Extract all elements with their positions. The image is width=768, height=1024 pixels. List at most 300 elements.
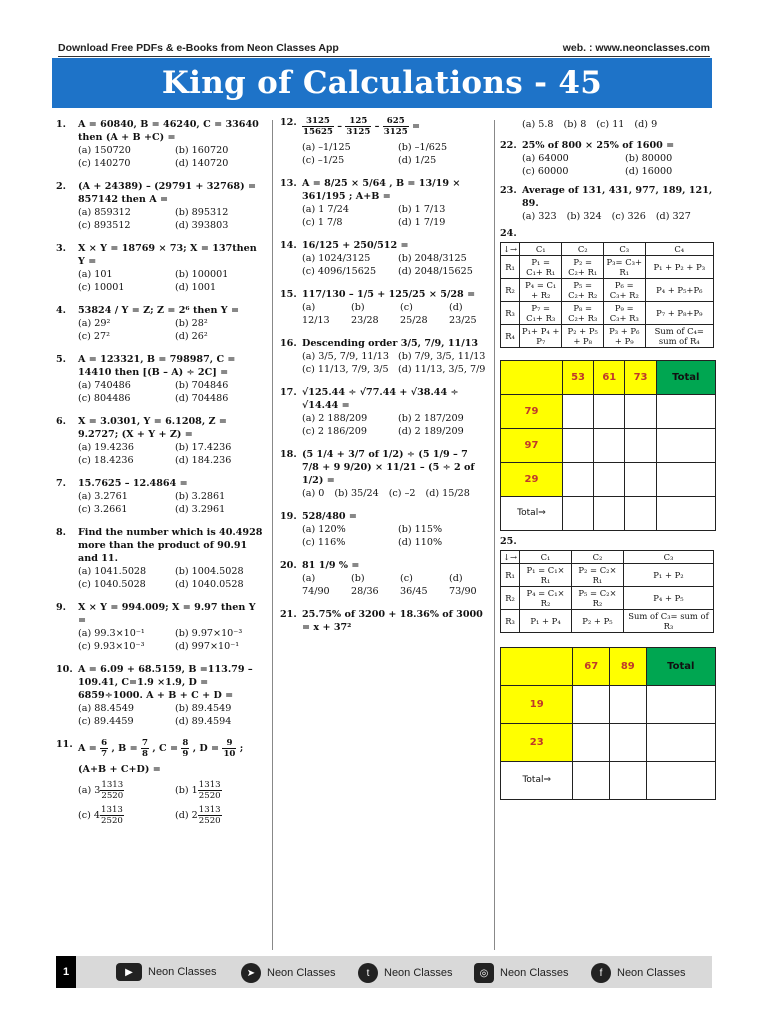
option: (d) 16000 [625, 166, 673, 177]
option: (c) –1/25 [302, 155, 345, 166]
question-number: 1. [56, 119, 67, 130]
options [78, 206, 266, 232]
grid-cell: R₃ [501, 610, 520, 633]
options [78, 490, 266, 516]
twitter-link[interactable]: t Neon Classes [358, 963, 452, 983]
numerator: 6 [101, 738, 108, 748]
option: (a) 1041.5028 [78, 566, 147, 577]
top-header [58, 40, 710, 56]
denominator: 9 [182, 749, 189, 759]
answer-cell [562, 463, 593, 497]
instagram-link[interactable]: ◎ Neon Classes [474, 963, 568, 983]
option: (d) 9 [634, 119, 658, 130]
answer-cell [656, 429, 715, 463]
options [78, 441, 266, 467]
grid-cell: R₄ [501, 325, 520, 348]
option: (c) 2 186/209 [302, 426, 367, 437]
answer-cell [625, 497, 656, 531]
option: (b) 89.4549 [175, 703, 232, 714]
question-21-options [500, 118, 722, 131]
grid-cell: ↓→ [501, 551, 520, 564]
option: (a) 120% [302, 524, 346, 535]
question-number: 6. [56, 416, 67, 427]
option: (b) 28² [175, 318, 208, 329]
option: (a) 3/5, 7/9, 11/13 [302, 351, 389, 362]
question-text: (A + 24389) – (29791 + 32768) = 857142 then A = [78, 181, 257, 205]
answer-cell [625, 395, 656, 429]
option: (a) 323 [522, 211, 557, 222]
denominator: 2520 [101, 791, 124, 801]
option: (a) –1/125 [302, 142, 351, 153]
option: (d) 2 189/209 [398, 426, 464, 437]
answer-row [501, 686, 716, 724]
question-2 [56, 180, 266, 232]
option [175, 805, 266, 826]
question-22: 22. 25% of 800 × 25% of 1600 = (a) 64000 (b) 80000 (c) 60000 (d) 16000 [500, 139, 722, 178]
total-label: Total⇒ [501, 497, 563, 531]
question-11 [56, 738, 266, 826]
option: (a) 64000 [522, 153, 569, 164]
grid-cell: C₃ [603, 243, 645, 256]
fraction [222, 738, 236, 759]
twitter-icon: t [358, 963, 378, 983]
option: (a) 1 7/24 [302, 204, 349, 215]
options [78, 379, 266, 405]
grid-row [501, 279, 714, 302]
row-value: 97 [501, 429, 563, 463]
option: (c) 1 7/8 [302, 217, 343, 228]
telegram-icon: ➤ [241, 963, 261, 983]
website-link[interactable]: web. : www.neonclasses.com [562, 42, 710, 54]
option: (d) 997×10⁻¹ [175, 641, 240, 652]
grid-cell: P₁ + P₂ + P₃ [645, 256, 713, 279]
fraction [141, 738, 149, 759]
column-3 [500, 118, 722, 810]
numerator: 8 [182, 738, 189, 748]
question-number: 4. [56, 305, 67, 316]
question-text: (A+B + C+D) = [78, 764, 161, 775]
column-value: 67 [573, 648, 610, 686]
question-number: 8. [56, 527, 67, 538]
option: (b) 7/9, 3/5, 11/13 [398, 351, 486, 362]
fraction [181, 738, 189, 759]
question-7 [56, 477, 266, 516]
grid-cell: R₃ [501, 302, 520, 325]
grid-cell: P₇ = C₁+ R₃ [520, 302, 562, 325]
answer-grid-24 [500, 360, 716, 531]
answer-cell [610, 762, 647, 800]
youtube-link[interactable]: ▶ Neon Classes [116, 963, 216, 981]
answer-cell [656, 395, 715, 429]
grid-cell: C₁ [520, 551, 572, 564]
grid-cell: P₃ + P₆ + P₉ [603, 325, 645, 348]
corner-cell [501, 361, 563, 395]
option: (c) –2 [388, 488, 416, 499]
option: (d) 23/25 [449, 302, 477, 326]
grid-cell: R₂ [501, 279, 520, 302]
question-9 [56, 601, 266, 653]
options [78, 317, 266, 343]
answer-cell [656, 463, 715, 497]
grid-cell: C₄ [645, 243, 713, 256]
answer-cell [573, 686, 610, 724]
option: (d) 110% [398, 537, 443, 548]
grid-cell: P₅ = C₂× R₂ [571, 587, 623, 610]
option: (d) 3.2961 [175, 504, 226, 515]
option: (a) 2 188/209 [302, 413, 368, 424]
option: (b) 160720 [175, 145, 229, 156]
option: (c) 60000 [522, 166, 569, 177]
answer-row [501, 724, 716, 762]
option: (b) 704846 [175, 380, 229, 391]
option: (b) 28/36 [351, 573, 379, 597]
grid-cell: P₁ = C₁× R₁ [520, 564, 572, 587]
fraction [100, 780, 124, 801]
option: (d) 1001 [175, 282, 217, 293]
grid-cell: P₆ = C₃+ R₂ [603, 279, 645, 302]
grid-row [501, 551, 714, 564]
question-text: Find the number which is 40.4928 more than the product of 90.91 and 11. [78, 527, 263, 564]
column-divider [272, 120, 273, 950]
option: (c) 36/45 [400, 573, 428, 597]
instagram-icon: ◎ [474, 963, 494, 983]
question-text: A = 60840, B = 46240, C = 33640 then (A + B +C) = [78, 119, 259, 143]
option-label: (b) 1 [175, 785, 198, 796]
question-4 [56, 304, 266, 343]
option: (d) 2048/15625 [398, 266, 473, 277]
total-label: Total⇒ [501, 762, 573, 800]
grid-row [501, 610, 714, 633]
options [78, 627, 266, 653]
option: (d) 11/13, 3/5, 7/9 [398, 364, 486, 375]
option: (c) 11 [596, 119, 625, 130]
grid-cell: C₁ [520, 243, 562, 256]
option: (d) 15/28 [425, 488, 470, 499]
question-3 [56, 242, 266, 294]
page-title: King of Calculations - 45 [52, 58, 712, 108]
option: (d) 704486 [175, 393, 229, 404]
question-21: 21. 25.75% of 3200 + 18.36% of 3000 = x + 37² [280, 609, 483, 633]
option: (c) 89.4459 [78, 716, 134, 727]
grid-cell: P₁ = C₁+ R₁ [520, 256, 562, 279]
grid-cell: Sum of C₃= sum of R₃ [623, 610, 713, 633]
grid-cell: C₂ [571, 551, 623, 564]
options [78, 702, 266, 728]
option: (c) 10001 [78, 282, 125, 293]
answer-cell [646, 762, 715, 800]
option: (a) 29² [78, 318, 111, 329]
footer-bar [56, 956, 712, 988]
grid-cell: P₁ + P₂ [623, 564, 713, 587]
denominator: 10 [223, 749, 236, 759]
label: , C = [152, 743, 179, 754]
option: (b) 895312 [175, 207, 229, 218]
question-text: 15.7625 – 12.4864 = [78, 478, 188, 489]
grid-cell: R₁ [501, 256, 520, 279]
option: (c) 3.2661 [78, 504, 128, 515]
grid-cell: P₂ = C₂+ R₁ [562, 256, 604, 279]
numerator: 9 [222, 738, 236, 749]
option: (d) 26² [175, 331, 208, 342]
page-number: 1 [56, 956, 76, 988]
header-row [501, 361, 716, 395]
grid-cell: P₁ + P₄ [520, 610, 572, 633]
question-number: 3. [56, 243, 67, 254]
label: , D = [192, 743, 220, 754]
total-header: Total [656, 361, 715, 395]
option-label: (c) 4 [78, 810, 101, 821]
download-notice: Download Free PDFs & e-Books from Neon Classes App [58, 42, 339, 54]
question-text [78, 738, 266, 759]
question-text: X = 3.0301, Y = 6.1208, Z = 9.2727; (X + Y + Z) = [78, 416, 227, 440]
question-number: 2. [56, 181, 67, 192]
option: (c) 140270 [78, 158, 131, 169]
youtube-icon: ▶ [116, 963, 142, 981]
option-label: (d) 2 [175, 810, 198, 821]
option: (b) 8 [563, 119, 587, 130]
option: (c) 326 [611, 211, 646, 222]
grid-cell: P₄ = C₁ + R₂ [520, 279, 562, 302]
fraction [100, 738, 108, 759]
option: (b) 324 [566, 211, 602, 222]
grid-cell: C₃ [623, 551, 713, 564]
answer-cell [625, 463, 656, 497]
option: (c) 9.93×10⁻³ [78, 641, 145, 652]
column-divider [494, 120, 495, 950]
formula-grid-25 [500, 550, 714, 633]
grid-cell: R₁ [501, 564, 520, 587]
option [78, 805, 169, 826]
column-value: 73 [625, 361, 656, 395]
question-6 [56, 415, 266, 467]
question-19: 19. 528/480 = (a) 120% (b) 115% (c) 116% (d) 110% [280, 510, 488, 549]
answer-cell [594, 395, 625, 429]
option [175, 780, 266, 801]
grid-cell: P₂ = C₂× R₁ [571, 564, 623, 587]
option: (b) 17.4236 [175, 442, 232, 453]
option: (a) 150720 [78, 145, 131, 156]
grid-cell: P₂ + P₅ [571, 610, 623, 633]
answer-row [501, 463, 716, 497]
header-divider [58, 56, 710, 57]
question-5 [56, 353, 266, 405]
question-number: 7. [56, 478, 67, 489]
grid-cell: P₁+ P₄ + P₇ [520, 325, 562, 348]
fraction [100, 805, 124, 826]
question-number: 11. [56, 739, 73, 750]
option: (c) 11/13, 7/9, 3/5 [302, 364, 389, 375]
option: (d) 89.4594 [175, 716, 232, 727]
option: (a) 1024/3125 [302, 253, 371, 264]
option [78, 780, 169, 801]
question-1 [56, 118, 266, 170]
question-text: A = 123321, B = 798987, C = 14410 then [(B – A) ÷ 2C] = [78, 354, 236, 378]
answer-cell [656, 497, 715, 531]
question-24: 24. ↓→ C₁ C₂ C₃ C₄ R₁ P₁ = C₁+ R₁ P₂ = C₂+ R₁ P₃= C₃+ R₁ P₁ + P₂ + P₃ R₂ P₄ = C₁ + R₂ P₅ = C₂+ R₂ P₆ = C₃+ R₂ P₄ + P₅+P₆ R₃ P₇ = C₁+ R₃ P₈ = C₂+ R₃ P₉ = C₃+ R₃ P₇ + P₈+P₉ R₄ P₁+ P₄ + P₇ P₂ + P₅ + P₈ P₃ + P₆ + P₉ Sum of C₄= sum of R₄ 53 61 73 Total 79 97 29 Total⇒ [500, 227, 722, 531]
option: (a) 5.8 [522, 119, 554, 130]
option: (a) 740486 [78, 380, 131, 391]
punct: ; [239, 743, 244, 754]
option: (b) 2 187/209 [398, 413, 464, 424]
option: (b) 3.2861 [175, 491, 226, 502]
option: (a) 19.4236 [78, 442, 134, 453]
grid-cell: P₉ = C₃+ R₃ [603, 302, 645, 325]
question-15: 15. 117/130 – 1/5 + 125/25 × 5/28 = (a) 12/13 (b) 23/28 (c) 25/28 (d) 23/25 [280, 288, 488, 327]
option: (d) 327 [655, 211, 691, 222]
answer-row [501, 395, 716, 429]
option: (c) 27² [78, 331, 110, 342]
options [78, 144, 266, 170]
options [78, 565, 266, 591]
grid-row [501, 587, 714, 610]
answer-grid-25 [500, 647, 716, 800]
option: (a) 3.2761 [78, 491, 128, 502]
row-value: 19 [501, 686, 573, 724]
row-value: 23 [501, 724, 573, 762]
grid-cell: P₇ + P₈+P₉ [645, 302, 713, 325]
numerator: 1313 [198, 805, 221, 815]
option: (b) 80000 [625, 153, 673, 164]
header-row [501, 648, 716, 686]
option: (b) 100001 [175, 269, 229, 280]
label: A = [78, 743, 97, 754]
answer-cell [594, 497, 625, 531]
question-text: X × Y = 994.009; X = 9.97 then Y = [78, 602, 256, 626]
answer-cell [562, 395, 593, 429]
option: (a) 88.4549 [78, 703, 134, 714]
option: (c) 4096/15625 [302, 266, 377, 277]
question-17: 17. √125.44 ÷ √77.44 + √38.44 ÷ √14.44 = (a) 2 188/209 (b) 2 187/209 (c) 2 186/209 (d) 2 189/209 [280, 386, 488, 438]
telegram-link[interactable]: ➤ Neon Classes [241, 963, 335, 983]
option-label: (a) 3 [78, 785, 101, 796]
column-1 [56, 118, 266, 836]
option: (c) 116% [302, 537, 346, 548]
option: (b) 1 7/13 [398, 204, 446, 215]
option: (c) 893512 [78, 220, 131, 231]
grid-cell: P₄ + P₅+P₆ [645, 279, 713, 302]
option: (d) 1 7/19 [398, 217, 446, 228]
answer-cell [610, 724, 647, 762]
question-text: A = 6.09 + 68.5159, B =113.79 – 109.41, C=1.9 ×1.9, D = 6859÷1000. A + B + C + D = [78, 664, 253, 701]
options [78, 780, 266, 826]
grid-row [501, 302, 714, 325]
answer-cell [562, 497, 593, 531]
grid-row [501, 564, 714, 587]
option: (d) 184.236 [175, 455, 232, 466]
option: (d) 1/25 [398, 155, 437, 166]
grid-cell: P₃= C₃+ R₁ [603, 256, 645, 279]
question-10 [56, 663, 266, 728]
option: (b) 115% [398, 524, 443, 535]
formula-grid-24 [500, 242, 714, 348]
option: (a) 101 [78, 269, 113, 280]
label: , B = [111, 743, 138, 754]
numerator: 7 [142, 738, 148, 748]
option: (c) 18.4236 [78, 455, 134, 466]
grid-cell: ↓→ [501, 243, 520, 256]
denominator: 2520 [198, 816, 221, 826]
option: (d) 73/90 [449, 573, 477, 597]
answer-cell [610, 686, 647, 724]
numerator: 1313 [198, 780, 221, 790]
option: (d) 140720 [175, 158, 229, 169]
corner-cell [501, 648, 573, 686]
column-value: 89 [610, 648, 647, 686]
total-header: Total [646, 648, 715, 686]
denominator: 2520 [198, 791, 221, 801]
question-14: 14. 16/125 + 250/512 = (a) 1024/3125 (b) 2048/3125 (c) 4096/15625 (d) 2048/15625 [280, 239, 488, 278]
question-23: 23. Average of 131, 431, 977, 189, 121, 89. (a) 323 (b) 324 (c) 326 (d) 327 [500, 185, 713, 222]
option: (a) 12/13 [302, 302, 330, 326]
numerator: 1313 [101, 805, 123, 815]
question-12: 12. $\frac{3125}{15625}$ – $\frac{125}{3125}$ – $\frac{625}{3125}$ = (a) –1/125 (b) –1/625 (c) –1/25 (d) 1/25 [280, 116, 488, 167]
option: (a) 859312 [78, 207, 131, 218]
answer-cell [562, 429, 593, 463]
option: (a) 0 [302, 488, 325, 499]
grid-cell: C₂ [562, 243, 604, 256]
question-25: 25. ↓→ C₁ C₂ C₃ R₁ P₁ = C₁× R₁ P₂ = C₂× R₁ P₁ + P₂ R₂ P₄ = C₁× R₂ P₅ = C₂× R₂ P₄ + P₅ R₃ P₁ + P₄ P₂ + P₅ Sum of C₃= sum of R₃ 67 89 Total 19 23 Total⇒ [500, 535, 722, 800]
grid-cell: Sum of C₄= sum of R₄ [645, 325, 713, 348]
grid-cell: R₂ [501, 587, 520, 610]
option: (a) 74/90 [302, 573, 330, 597]
grid-row [501, 256, 714, 279]
question-number: 10. [56, 664, 73, 675]
grid-cell: P₄ + P₅ [623, 587, 713, 610]
numerator: 1313 [101, 780, 124, 790]
answer-cell [625, 429, 656, 463]
grid-cell: P₅ = C₂+ R₂ [562, 279, 604, 302]
fraction [198, 780, 222, 801]
grid-row [501, 325, 714, 348]
row-value: 79 [501, 395, 563, 429]
option: (c) 25/28 [400, 302, 428, 326]
option: (a) 99.3×10⁻¹ [78, 628, 145, 639]
question-number: 9. [56, 602, 67, 613]
denominator: 7 [101, 749, 108, 759]
facebook-link[interactable]: f Neon Classes [591, 963, 685, 983]
denominator: 8 [142, 749, 148, 759]
option: (b) 2048/3125 [398, 253, 467, 264]
answer-cell [646, 724, 715, 762]
answer-cell [594, 463, 625, 497]
total-row [501, 497, 716, 531]
column-2 [280, 118, 488, 644]
question-text: X × Y = 18769 × 73; X = 137then Y = [78, 243, 257, 267]
option: (b) 35/24 [334, 488, 379, 499]
question-16: 16. Descending order 3/5, 7/9, 11/13 (a) 3/5, 7/9, 11/13 (b) 7/9, 3/5, 11/13 (c) 11/13, 7/9, 3/5 (d) 11/13, 3/5, 7/9 [280, 337, 488, 376]
option: (b) –1/625 [398, 142, 448, 153]
options [78, 268, 266, 294]
answer-row [501, 429, 716, 463]
option: (b) 23/28 [351, 302, 379, 326]
question-text: 53824 / Y = Z; Z = 2⁶ then Y = [78, 305, 240, 316]
total-row [501, 762, 716, 800]
answer-cell [573, 724, 610, 762]
facebook-icon: f [591, 963, 611, 983]
answer-cell [646, 686, 715, 724]
option: (b) 1004.5028 [175, 566, 244, 577]
option: (d) 393803 [175, 220, 229, 231]
row-value: 29 [501, 463, 563, 497]
question-8 [56, 526, 266, 591]
question-18: 18. (5 1/4 + 3/7 of 1/2) ÷ (5 1/9 – 7 7/8 + 9 9/20) × 11/21 – (5 ÷ 2 of 1/2) = (a) 0 (b) 35/24 (c) –2 (d) 15/28 [280, 449, 475, 499]
column-value: 53 [562, 361, 593, 395]
option: (c) 804486 [78, 393, 131, 404]
answer-cell [573, 762, 610, 800]
answer-cell [594, 429, 625, 463]
question-20: 20. 81 1/9 % = (a) 74/90 (b) 28/36 (c) 36/45 (d) 73/90 [280, 559, 488, 598]
grid-row [501, 243, 714, 256]
